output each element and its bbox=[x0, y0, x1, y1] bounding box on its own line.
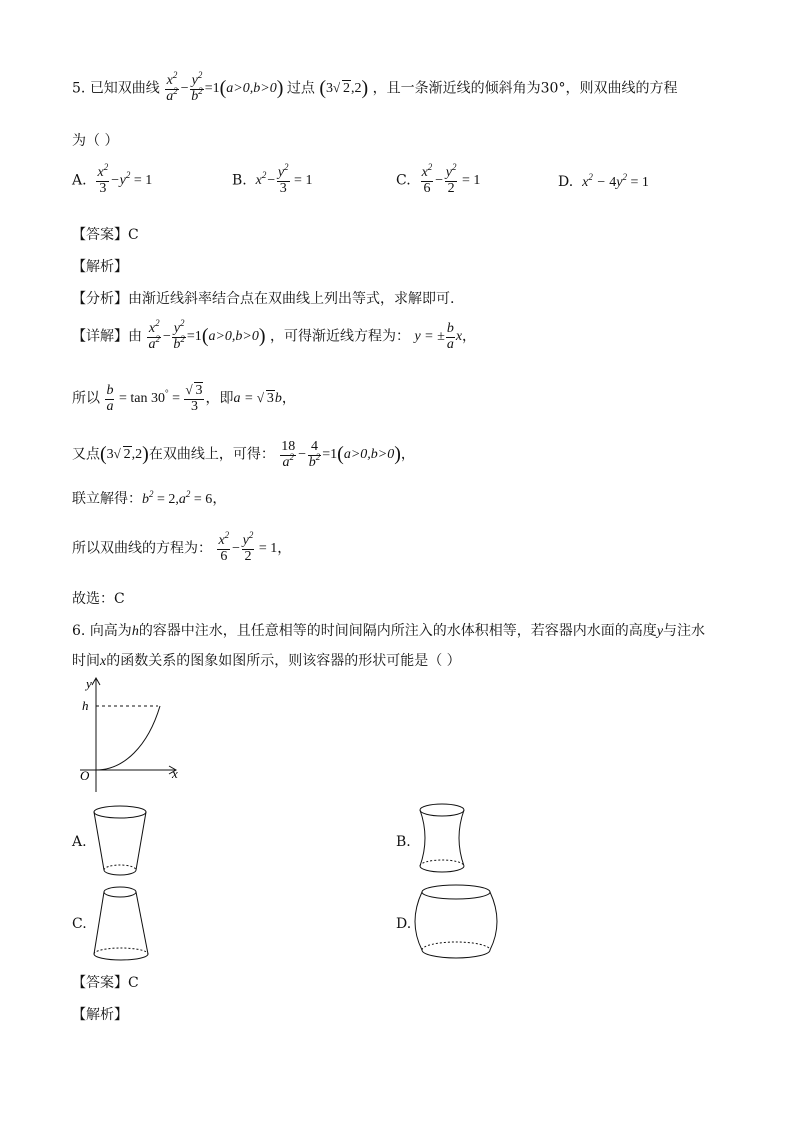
graph-origin-label: O bbox=[80, 768, 90, 783]
q6-option-b-label: B. bbox=[396, 834, 411, 850]
q6-analysis-heading: 【解析】 bbox=[72, 1007, 128, 1023]
graph-h-label: h bbox=[82, 698, 89, 713]
q5-answer: 【答案】C bbox=[72, 227, 139, 243]
q5-option-d: D. $x^2 - 4y^2 = 1$ bbox=[558, 172, 649, 190]
q5-stem-line1: 5. 已知双曲线 $\frac{x^2}{a^2}$ − $\frac{y^2}{b^2}$ =1(a>0,b>0) 过点 (3√ 2,2) ，且一条渐近线的倾斜角为30°，则双曲线的方程 bbox=[72, 74, 677, 104]
q6-stem-line2: 时间x的函数关系的图象如图所示，则该容器的形状可能是（ ） bbox=[72, 653, 461, 669]
q5-detail-line3: 又点(3√ 2,2)在双曲线上，可得： $\frac{18}{a^2}$ − $\frac{4}{b^2}$ =1(a>0,b>0)， bbox=[72, 440, 415, 470]
q6-option-c-vessel bbox=[90, 884, 156, 966]
q5-detail-line5: 所以双曲线的方程为： $\frac{x^2}{6}$ − $\frac{y^2}{2}$ = 1， bbox=[72, 530, 292, 564]
q6-number: 6. bbox=[72, 623, 86, 639]
q5-detail-line1: 【详解】由 $\frac{x^2}{a^2}$ − $\frac{y^2}{b^2}$ =1(a>0,b>0) ，可得渐近线方程为： y = ± $\frac{b}{a}$ x， bbox=[72, 318, 477, 352]
q6-option-d-vessel bbox=[414, 882, 504, 966]
graph-x-label: x bbox=[172, 766, 178, 781]
q5-option-a: A. $\frac{x^2}{3}$ $-y^2 = 1$ bbox=[72, 162, 153, 196]
q5-option-c: C. $\frac{x^2}{6}$ − $\frac{y^2}{2}$ = 1 bbox=[396, 162, 481, 196]
q6-option-b-vessel bbox=[414, 800, 474, 878]
q5-number: 5. bbox=[72, 80, 86, 97]
q6-answer: 【答案】C bbox=[72, 975, 139, 991]
q6-function-graph bbox=[60, 672, 190, 794]
q6-option-a-vessel bbox=[92, 804, 152, 880]
q5-stem-line2: 为（ ） bbox=[72, 133, 119, 149]
q5-angle: 30° bbox=[540, 80, 566, 97]
q5-hyperbola-equation: $\frac{x^2}{a^2}$ − $\frac{y^2}{b^2}$ =1(a>0,b>0) bbox=[166, 70, 284, 104]
q6-stem-line1: 6. 向高为h的容器中注水，且任意相等的时间间隔内所注入的水体积相等，若容器内水面的高度y与注水 bbox=[72, 623, 706, 639]
curve bbox=[96, 706, 160, 770]
q6-option-a-label: A. bbox=[72, 834, 87, 850]
q5-detail-line4: 联立解得：$b^2 = 2,a^2 = 6$， bbox=[72, 489, 227, 507]
q6-option-d-label: D. bbox=[396, 916, 412, 932]
q5-fenxi: 【分析】由渐近线斜率结合点在双曲线上列出等式，求解即可. bbox=[72, 291, 455, 307]
graph-y-label: y bbox=[86, 676, 92, 691]
q6-option-c-label: C. bbox=[72, 916, 87, 932]
q5-detail-line2: 所以 $\frac{b}{a}$ = tan 30° = √ $\frac{3}{3}$ ，即a = √ 3b， bbox=[72, 384, 296, 414]
q5-final: 故选：C bbox=[72, 591, 125, 607]
q5-option-b: B. $x^2-$ $\frac{y^2}{3}$ = 1 bbox=[232, 162, 313, 196]
q5-analysis-heading: 【解析】 bbox=[72, 259, 128, 275]
q5-point: (3√ 2,2) bbox=[319, 81, 368, 96]
